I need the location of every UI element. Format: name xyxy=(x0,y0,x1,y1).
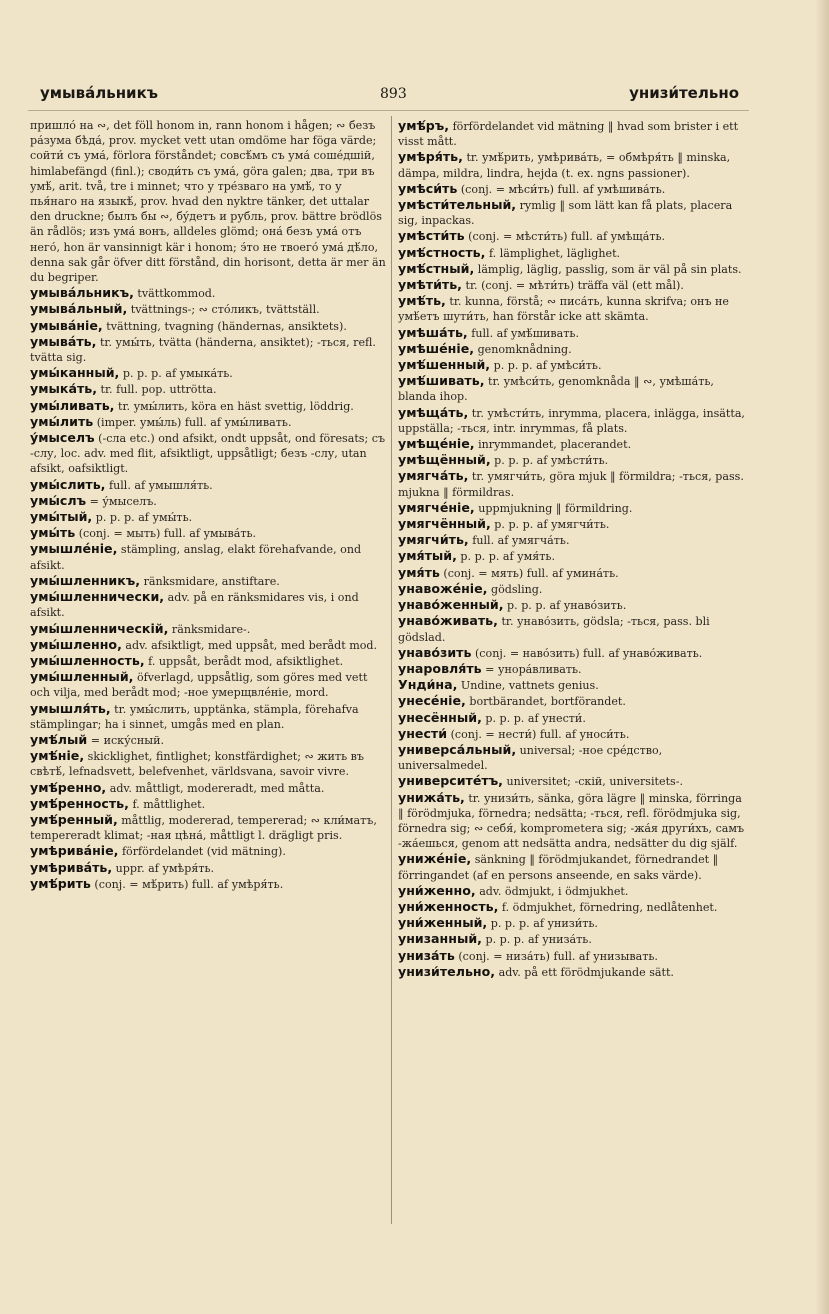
dictionary-entry xyxy=(398,452,748,468)
definition: (conj. = мыть) full. af умыва́ть. xyxy=(78,527,257,541)
headword: умѣща́ть, xyxy=(398,404,469,420)
headword: умы́ть xyxy=(30,525,76,541)
dictionary-entry xyxy=(398,899,748,915)
dictionary-entry xyxy=(398,293,748,324)
headword: умы́шленнически, xyxy=(30,589,165,605)
headword: умѣ́шивать, xyxy=(398,373,485,389)
headword: унаво́женный, xyxy=(398,597,504,613)
dictionary-entry xyxy=(30,876,386,892)
headword: унесéніе, xyxy=(398,693,466,709)
headword: умягчéніе, xyxy=(398,499,475,515)
headword: Унди́на, xyxy=(398,677,458,693)
dictionary-entry xyxy=(398,341,748,357)
headword: у́мыселъ xyxy=(30,430,95,446)
headword: умѣсти́тельный, xyxy=(398,197,517,213)
headword: уни́женность, xyxy=(398,898,499,914)
headword: умѣщённый, xyxy=(398,452,491,468)
headword: умы́канный, xyxy=(30,365,120,381)
headword: унаво́зить xyxy=(398,644,472,660)
headword: умывáльникъ, xyxy=(30,285,134,301)
definition: (-сла etc.) ond afsikt, ondt uppsåt, ond föresats; съ -слу, loc. adv. med flit, afsiktligt, uppsåtligt; безъ -слу, utan afsikt, oafsiktligt. xyxy=(30,432,386,476)
definition: uppmjukning ‖ förmildring. xyxy=(478,501,633,515)
column-divider xyxy=(391,116,392,1224)
definition: (conj. = нести́) full. af уноси́ть. xyxy=(450,727,630,741)
headword: унавожéніе, xyxy=(398,580,488,596)
dictionary-entry xyxy=(398,436,748,452)
headword: умѣ́шенный, xyxy=(398,357,491,373)
headword: умѣшéніе, xyxy=(398,340,475,356)
headword: умы́слъ xyxy=(30,492,87,508)
dictionary-entry xyxy=(398,277,748,293)
dictionary-entry xyxy=(30,334,386,365)
definition: tvättnings-; ∾ сто́ликъ, tvättställ. xyxy=(130,303,320,317)
dictionary-entry xyxy=(398,931,748,947)
dictionary-entry xyxy=(30,493,386,509)
dictionary-entry xyxy=(398,613,748,644)
headword: унаровля́ть xyxy=(398,660,482,676)
headword: умывáть, xyxy=(30,333,97,349)
definition: f. måttlighet. xyxy=(132,797,206,811)
dictionary-entry xyxy=(398,373,748,404)
headword: умѣ́стный, xyxy=(398,260,475,276)
definition: förfördelandet (vid mätning). xyxy=(121,845,286,859)
dictionary-entry xyxy=(398,693,748,709)
definition: genomknådning. xyxy=(477,342,572,356)
dictionary-entry xyxy=(398,181,748,197)
dictionary-entry xyxy=(398,500,748,516)
definition: sänkning ‖ förödmjukandet, förnedrandet ‖ förringandet (af en persons anseende, en saks värde). xyxy=(398,853,719,882)
headword: уни́женно, xyxy=(398,882,476,898)
headword: умы́слить, xyxy=(30,476,106,492)
headword: умѣщéніе, xyxy=(398,436,475,452)
definition: stämpling, anslag, elakt förehafvande, ond afsikt. xyxy=(30,543,362,572)
definition: universitet; -скій, universitets-. xyxy=(506,775,683,789)
dictionary-entry xyxy=(398,357,748,373)
right-column xyxy=(398,118,748,980)
dictionary-entry xyxy=(30,525,386,541)
dictionary-entry xyxy=(398,773,748,789)
headword: умѣсти́ть xyxy=(398,228,465,244)
definition: p. p. p. af умы́ть. xyxy=(95,511,193,525)
dictionary-entry xyxy=(30,748,386,779)
headword: умя́ть xyxy=(398,564,440,580)
definition: tr. умягчи́ть, göra mjuk ‖ förmildra; -ться, pass. mjukna ‖ förmildras. xyxy=(398,470,744,499)
headword: унесённый, xyxy=(398,709,482,725)
definition: (conj. = наво́зить) full. af унаво́живать. xyxy=(474,646,703,660)
definition: gödsling. xyxy=(490,582,543,596)
definition: måttlig, modererad, tempererad; ∾ кли́матъ, tempereradt klimat; -ная цѣна́, måttligt l. drägligt pris. xyxy=(30,813,377,843)
definition: inrymmandet, placerandet. xyxy=(478,438,632,452)
headword: умывáльный, xyxy=(30,301,128,317)
dictionary-entry xyxy=(398,228,748,244)
definition: p. p. p. af умѣси́ть. xyxy=(493,359,602,373)
headword: умы́шленническій, xyxy=(30,620,169,636)
running-head-right: унизи́тельно xyxy=(629,84,739,102)
definition: adv. måttligt, modereradt, med måtta. xyxy=(109,781,325,795)
definition: пришло́ на ∾, det föll honom in, rann honom i hågen; ∾ безъ ра́зума бѣда́, prov. mycket vett utan omdöme har föga värde; сойти́ съ ума́, förlora förståndet; совсѣ́мъ съ ума́ сошéдшій, himlabefängd (finl.); своди́ть съ ума́, göra galen; два, три въ умѣ́, arit. två, tre i minnet; что у тре́зваго на умѣ́, то у пья́наго на языкѣ́, prov. hvad den nyktre tänker, det uttalar den druckne; былъ бы ∾, бýдетъ и рубль, prov. bättre brödlös än rådlös; изъ ума́ вонъ, alldeles glömd; она́ безъ ума́ отъ него́, hon är vansinnigt kär i honom; э́то не твоего́ ума́ дѣ́ло, denna sak går öfver ditt förstånd, din horisont, detta är mer än du begriper. xyxy=(30,119,386,285)
definition: uppr. af умѣря́ть. xyxy=(115,861,215,875)
dictionary-entry xyxy=(398,516,748,532)
dictionary-entry xyxy=(30,621,386,637)
dictionary-entry xyxy=(30,318,386,334)
headword: унести́ xyxy=(398,725,448,741)
dictionary-entry xyxy=(30,430,386,477)
headword: умы́шленность, xyxy=(30,652,145,668)
definition: p. p. p. af унизи́ть. xyxy=(490,917,598,931)
headword: умѣси́ть xyxy=(398,180,458,196)
dictionary-entry xyxy=(398,883,748,899)
dictionary-entry xyxy=(398,325,748,341)
dictionary-entry xyxy=(398,948,748,964)
headword: умѣ́ренно, xyxy=(30,779,107,795)
dictionary-entry xyxy=(30,509,386,525)
definition: tvättkommod. xyxy=(137,287,216,301)
definition: öfverlagd, uppsåtlig, som göres med vett och vilja, med berådt mod; -ное умерщвлéніе, mord. xyxy=(30,671,368,700)
headword: умы́шленно, xyxy=(30,636,122,652)
dictionary-entry xyxy=(398,677,748,693)
definition: lämplig, läglig, passlig, som är väl på sin plats. xyxy=(477,262,742,276)
dictionary-entry xyxy=(30,414,386,430)
definition: = иску́сный. xyxy=(90,733,164,747)
dictionary-entry xyxy=(30,669,386,700)
dictionary-entry xyxy=(30,398,386,414)
definition: adv. afsiktligt, med uppsåt, med berådt mod. xyxy=(125,638,378,652)
dictionary-entry xyxy=(398,851,748,882)
headword: умывáніе, xyxy=(30,317,103,333)
definition: = унора́вливать. xyxy=(485,662,582,676)
definition: f. lämplighet, läglighet. xyxy=(488,246,621,260)
dictionary-entry xyxy=(30,381,386,397)
headword: умѣривáніе, xyxy=(30,843,119,859)
headword: умягча́ть, xyxy=(398,468,469,484)
headword: умы́тый, xyxy=(30,509,93,525)
headword: умѣ́ть, xyxy=(398,293,446,309)
dictionary-entry xyxy=(30,589,386,620)
headword: унизи́тельно, xyxy=(398,963,496,979)
definition: tr. умѣ́рить, умѣрива́ть, = обмѣря́ть ‖ minska, dämpa, mildra, lindra, hejda (t. ex. ngns passioner). xyxy=(398,151,731,180)
headword: умыка́ть, xyxy=(30,381,97,397)
headword: уни́женный, xyxy=(398,915,488,931)
dictionary-entry xyxy=(398,149,748,180)
headword: умягчи́ть, xyxy=(398,532,469,548)
definition: f. ödmjukhet, förnedring, nedlåtenhet. xyxy=(501,900,718,914)
headword: умы́лить xyxy=(30,413,94,429)
definition: rymlig ‖ som lätt kan få plats, placera sig, inpackas. xyxy=(398,199,733,228)
headword: унижа́ть, xyxy=(398,789,465,805)
dictionary-entry xyxy=(398,726,748,742)
definition: tr. умы́слить, upptänka, stämpla, förehafva stämplingar; ha i sinnet, umgås med en plan. xyxy=(30,702,359,731)
dictionary-entry xyxy=(398,710,748,726)
definition: (conj. = мѣси́ть) full. af умѣшива́ть. xyxy=(460,182,666,196)
dictionary-entry xyxy=(398,261,748,277)
definition: tr. full. pop. uttrötta. xyxy=(100,383,217,397)
dictionary-entry xyxy=(398,197,748,228)
headword: умѣ́лый xyxy=(30,731,88,747)
definition: (conj. = мять) full. af умина́ть. xyxy=(443,566,619,580)
dictionary-entry xyxy=(30,732,386,748)
definition: tr. умѣсти́ть, inrymma, placera, inlägga, insätta, uppställa; -ться, intr. inrymmas, få plats. xyxy=(398,406,745,435)
headword: универса́льный, xyxy=(398,741,517,757)
dictionary-entry xyxy=(398,405,748,436)
definition: (imper. умы́ль) full. af умы́ливать. xyxy=(96,415,292,429)
dictionary-entry xyxy=(398,790,748,852)
headword: унаво́живать, xyxy=(398,613,498,629)
headword: умы́шленный, xyxy=(30,669,134,685)
dictionary-entry xyxy=(30,796,386,812)
headword: умы́шленникъ, xyxy=(30,572,141,588)
header-rule xyxy=(28,110,749,111)
headword: умы́ливать, xyxy=(30,397,115,413)
definition: förfördelandet vid mätning ‖ hvad som brister i ett visst mått. xyxy=(398,120,739,149)
definition: p. p. p. af умя́ть. xyxy=(460,550,555,564)
dictionary-entry xyxy=(398,468,748,499)
definition: universal; -ное срéдство, universalmedel. xyxy=(398,743,663,773)
headword: умѣша́ть, xyxy=(398,324,468,340)
headword: умѣривáть, xyxy=(30,859,113,875)
headword: умышля́ть, xyxy=(30,700,111,716)
dictionary-entry xyxy=(30,477,386,493)
headword: умѣ́ренный, xyxy=(30,811,118,827)
dictionary-entry xyxy=(398,597,748,613)
headword: умѣря́ть, xyxy=(398,149,463,165)
headword: унижéніе, xyxy=(398,851,472,867)
dictionary-entry xyxy=(30,365,386,381)
definition: Undine, vattnets genius. xyxy=(460,679,599,693)
dictionary-entry xyxy=(30,637,386,653)
definition: tr. умы́ть, tvätta (händerna, ansiktet); -ться, refl. tvätta sig. xyxy=(30,335,376,365)
headword: умѣ́рить xyxy=(30,875,91,891)
dictionary-entry xyxy=(398,245,748,261)
definition: tr. (conj. = мѣти́ть) träffa väl (ett mål). xyxy=(465,279,684,293)
definition: full. af умѣ́шивать. xyxy=(471,326,579,340)
dictionary-entry xyxy=(30,653,386,669)
definition: p. p. p. af унаво́зить. xyxy=(507,599,627,613)
dictionary-entry xyxy=(30,860,386,876)
dictionary-entry xyxy=(30,843,386,859)
dictionary-entry xyxy=(30,812,386,843)
dictionary-entry xyxy=(398,661,748,677)
dictionary-entry xyxy=(30,118,386,285)
definition: ränksmidare-. xyxy=(171,622,251,636)
dictionary-entry xyxy=(398,742,748,773)
headword: умѣ́ренность, xyxy=(30,795,129,811)
dictionary-entry xyxy=(398,548,748,564)
headword: униза́ть xyxy=(398,947,455,963)
definition: adv. på en ränksmidares vis, i ond afsikt. xyxy=(30,591,359,620)
definition: bortbärandet, bortförandet. xyxy=(469,695,626,709)
headword: университéтъ, xyxy=(398,773,503,789)
headword: умѣти́ть, xyxy=(398,277,462,293)
dictionary-entry xyxy=(30,285,386,301)
definition: = у́мыселъ. xyxy=(89,494,157,508)
running-head-left: умывáльникъ xyxy=(40,84,159,102)
page-number: 893 xyxy=(380,86,407,102)
dictionary-entry xyxy=(398,581,748,597)
definition: tr. унизи́ть, sänka, göra lägre ‖ minska, förringa ‖ förödmjuka, förnedra; nedsätta; -ться, refl. förödmjuka sig, förnedra sig; ∾ себя́, komprometera sig; -жа́я други́хъ, самъ -жа́ешься, genom att nedsätta andra, nedsätter du dig själf. xyxy=(398,791,745,851)
dictionary-entry xyxy=(30,573,386,589)
definition: p. p. p. af умѣсти́ть. xyxy=(494,454,609,468)
dictionary-entry xyxy=(30,701,386,732)
dictionary-entry xyxy=(30,780,386,796)
definition: tr. унаво́зить, gödsla; -ться, pass. bli gödslad. xyxy=(398,615,710,644)
left-column xyxy=(30,118,386,892)
headword: умѣ́стность, xyxy=(398,244,486,260)
definition: full. af умягча́ть. xyxy=(472,534,570,548)
definition: p. p. p. af унести́. xyxy=(485,711,586,725)
definition: (conj. = низа́ть) full. af унизывать. xyxy=(458,949,658,963)
definition: (conj. = мѣсти́ть) full. af умѣща́ть. xyxy=(468,230,666,244)
headword: умѣ́ніе, xyxy=(30,748,85,764)
headword: умѣ́ръ, xyxy=(398,118,450,133)
headword: умышлéніе, xyxy=(30,541,118,557)
dictionary-entry xyxy=(398,964,748,980)
definition: full. af умышля́ть. xyxy=(108,478,213,492)
definition: (conj. = мѣ́рить) full. af умѣря́ть. xyxy=(94,877,284,891)
definition: ränksmidare, anstiftare. xyxy=(143,574,280,588)
definition: p. p. p. af униза́ть. xyxy=(485,933,592,947)
headword: умя́тый, xyxy=(398,548,457,564)
headword: умягчённый, xyxy=(398,516,491,532)
definition: tr. умѣси́ть, genomknåda ‖ ∾, умѣша́ть, blanda ihop. xyxy=(398,375,714,404)
page-edge-shadow xyxy=(815,0,829,1314)
headword: унизанный, xyxy=(398,931,482,947)
definition: tr. kunna, förstå; ∾ писа́ть, kunna skrifva; онъ не умѣ́етъ шути́ть, han förstår icke att skämta. xyxy=(398,295,729,324)
dictionary-entry xyxy=(398,565,748,581)
dictionary-entry xyxy=(30,301,386,317)
dictionary-entry xyxy=(398,532,748,548)
dictionary-entry xyxy=(398,645,748,661)
definition: skicklighet, fintlighet; konstfärdighet; ∾ жить въ свѣтѣ́, lefnadsvett, belefvenhet, världsvana, savoir vivre. xyxy=(30,750,364,779)
definition: adv. på ett förödmjukande sätt. xyxy=(498,965,674,979)
dictionary-entry xyxy=(398,118,748,149)
definition: tvättning, tvagning (händernas, ansiktets). xyxy=(106,319,347,333)
dictionary-entry xyxy=(30,541,386,572)
dictionary-entry xyxy=(398,915,748,931)
definition: f. uppsåt, berådt mod, afsiktlighet. xyxy=(148,654,344,668)
definition: p. p. p. af умягчи́ть. xyxy=(494,518,610,532)
definition: p. p. p. af умыка́ть. xyxy=(122,367,233,381)
definition: adv. ödmjukt, i ödmjukhet. xyxy=(479,884,629,898)
definition: tr. умы́лить, köra en häst svettig, löddrig. xyxy=(118,399,354,413)
